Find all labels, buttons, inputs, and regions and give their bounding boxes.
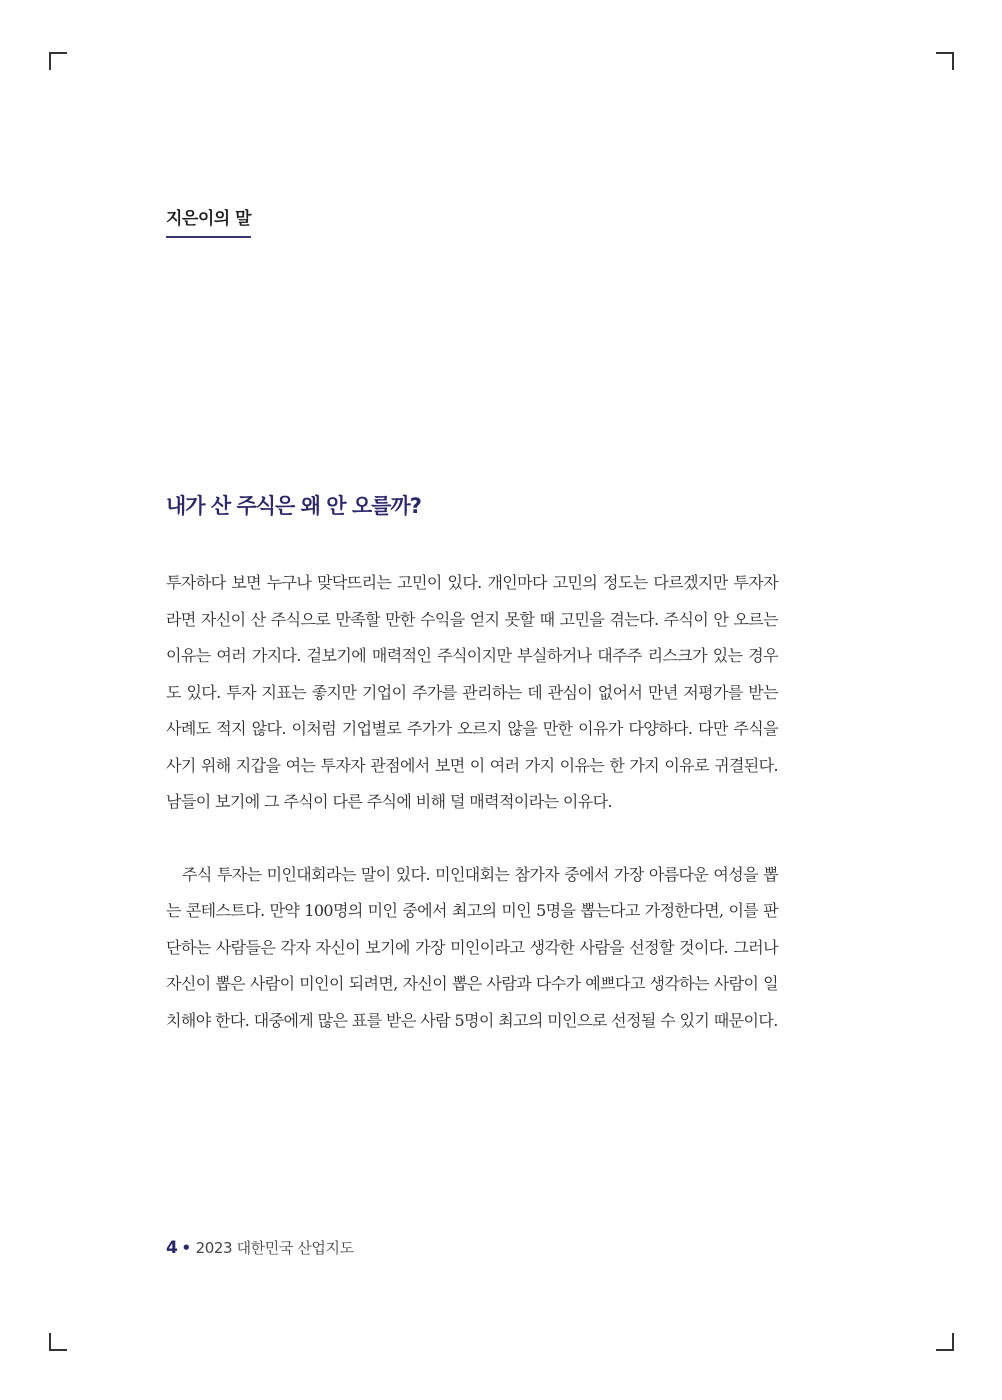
section-label: 지은이의 말 <box>166 204 251 238</box>
paragraph: 투자하다 보면 누구나 맞닥뜨리는 고민이 있다. 개인마다 고민의 정도는 다르겠지만 투자자라면 자신이 산 주식으로 만족할 만한 수익을 얻지 못할 때 고민을 겪는다. 주식이 안 오르는 이유는 여러 가지다. 겉보기에 매력적인 주식이지만 부실하거나 대주주 리스크가 있는 경우도 있다. 투자 지표는 좋지만 기업이 주가를 관리하는 데 관심이 없어서 만년 저평가를 받는 사례도 적지 않다. 이처럼 기업별로 주가가 오르지 않을 만한 이유가 다양하다. 다만 주식을 사기 위해 지갑을 여는 투자자 관점에서 보면 이 여러 가지 이유는 한 가지 이유로 귀결된다. 남들이 보기에 그 주식이 다른 주식에 비해 덜 매력적이라는 이유다. <box>166 573 778 811</box>
crop-mark-bottom-right <box>936 1333 954 1351</box>
body-text <box>166 565 778 1039</box>
crop-mark-top-left <box>49 52 67 70</box>
crop-mark-top-right <box>936 52 954 70</box>
paragraph: 주식 투자는 미인대회라는 말이 있다. 미인대회는 참가자 중에서 가장 아름다운 여성을 뽑는 콘테스트다. 만약 100명의 미인 중에서 최고의 미인 5명을 뽑는다고 가정한다면, 이를 판단하는 사람들은 각자 자신이 보기에 가장 미인이라고 생각한 사람을 선정할 것이다. 그러나 자신이 뽑은 사람이 미인이 되려면, 자신이 뽑은 사람과 다수가 예쁘다고 생각하는 사람이 일치해야 한다. 대중에게 많은 표를 받은 사람 5명이 최고의 미인으로 선정될 수 있기 때문이다. <box>166 864 778 1030</box>
book-title: 2023 대한민국 산업지도 <box>195 1239 354 1257</box>
chapter-heading: 내가 산 주식은 왜 안 오를까? <box>166 494 421 518</box>
footer-separator: • <box>181 1239 191 1257</box>
crop-mark-bottom-left <box>49 1333 67 1351</box>
page-number: 4 <box>166 1238 178 1258</box>
page-footer <box>166 1237 354 1258</box>
